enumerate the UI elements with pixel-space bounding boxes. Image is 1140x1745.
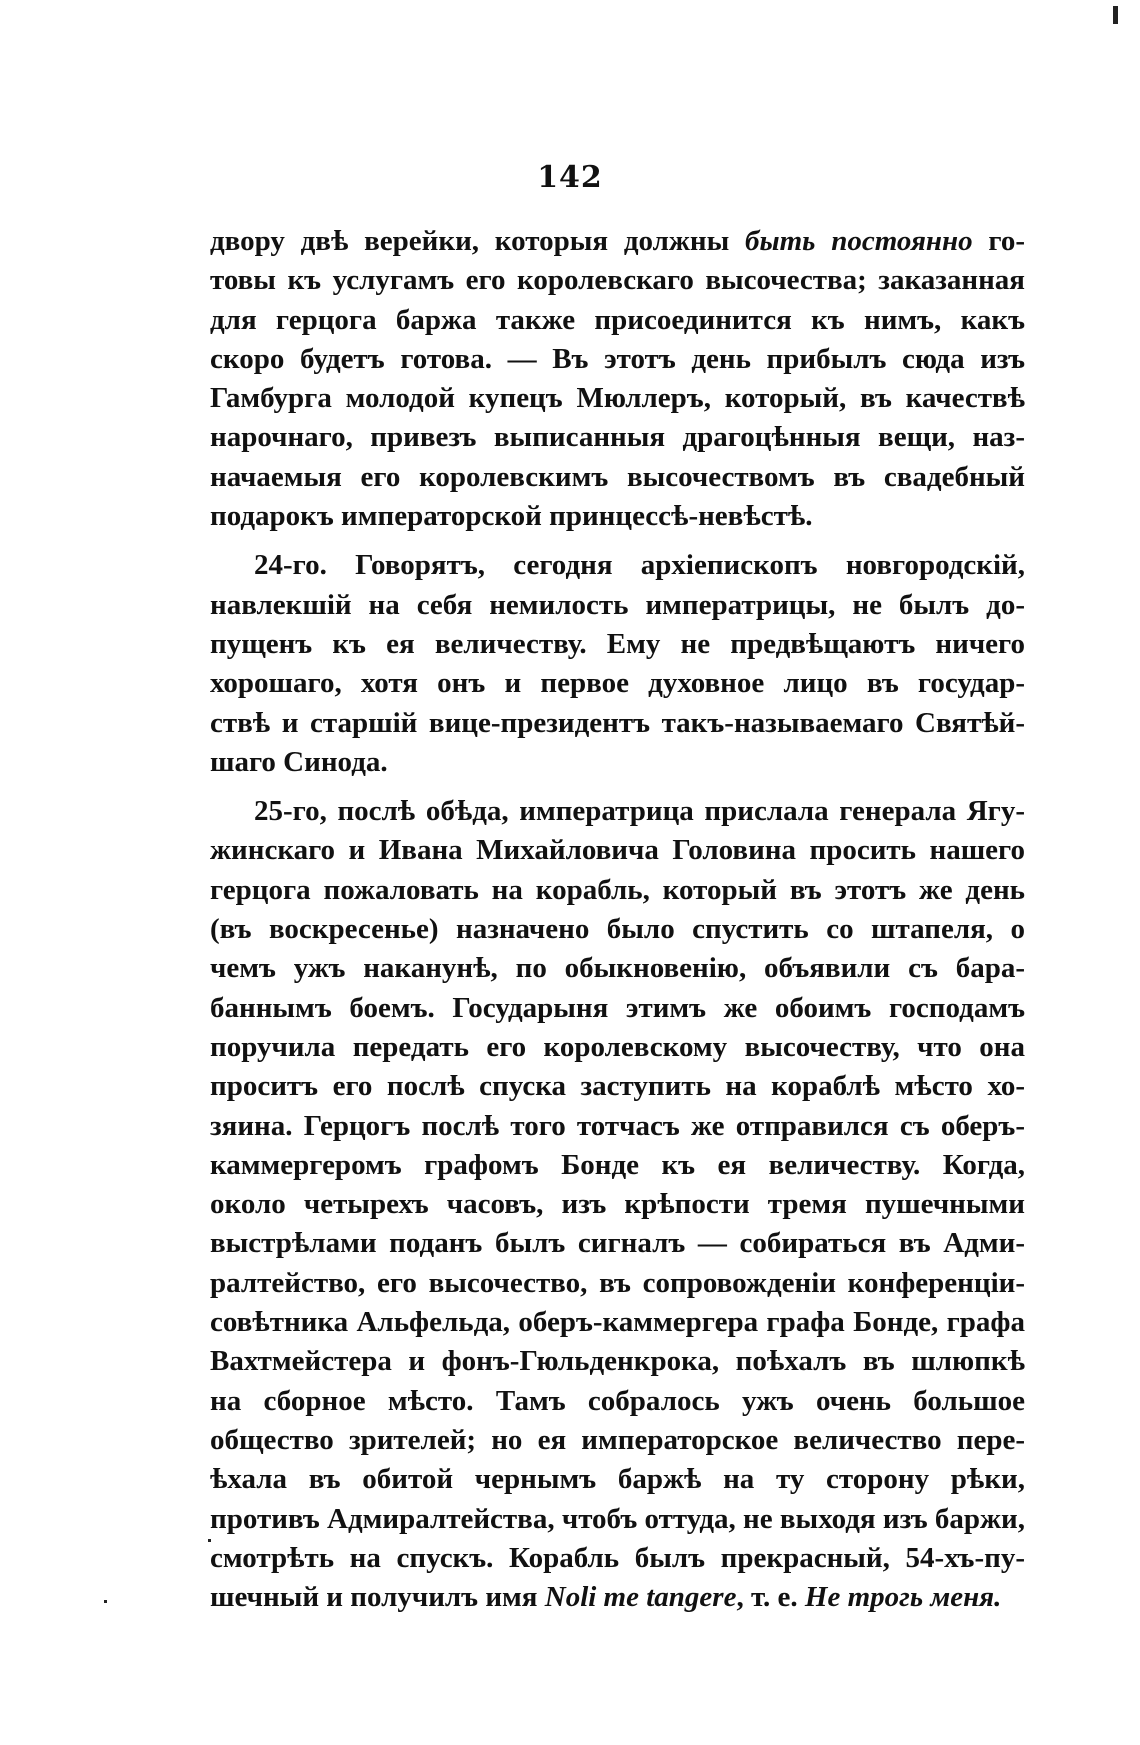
text-line <box>210 586 1025 625</box>
paragraph <box>210 792 1025 1617</box>
text-run: Гамбурга молодой купецъ Мюллеръ, который, въ качествѣ <box>210 382 1025 415</box>
body-text <box>210 222 1025 1617</box>
text-run: го- <box>972 225 1025 257</box>
text-run: ралтейство, его высочество, въ сопровожденіи конференціи- <box>210 1266 1025 1299</box>
text-line <box>210 497 1025 536</box>
text-run: поручила передать его королевскому высочеству, что она <box>210 1030 1025 1063</box>
text-line <box>210 1578 1025 1617</box>
text-run: подарокъ императорской принцессѣ-невѣстѣ. <box>210 500 813 533</box>
text-run: для герцога баржа также присоединится къ нимъ, какъ <box>210 303 1025 336</box>
text-line <box>210 1146 1025 1185</box>
scan-mark-dot <box>104 1600 107 1603</box>
text-run: ѣхала въ обитой чернымъ баржѣ на ту сторону рѣки, <box>210 1463 1025 1496</box>
italic-run: Noli me tangere <box>544 1581 737 1614</box>
text-run: 25-го, послѣ обѣда, императрица прислала генерала Ягу- <box>254 795 1025 828</box>
text-run: проситъ его послѣ спуска заступить на кораблѣ мѣсто хо- <box>210 1070 1025 1103</box>
text-line <box>210 458 1025 497</box>
text-run: хорошаго, хотя онъ и первое духовное лицо въ государ- <box>210 667 1025 700</box>
text-line <box>210 1460 1025 1499</box>
text-line <box>210 871 1025 910</box>
scan-mark-dot-2 <box>208 1539 211 1542</box>
text-line <box>210 1264 1025 1303</box>
text-run: шаго Синода. <box>210 745 388 778</box>
text-line <box>210 664 1025 703</box>
paragraph <box>210 546 1025 782</box>
text-line <box>210 1382 1025 1421</box>
text-run: на сборное мѣсто. Тамъ собралось ужъ очень большое <box>210 1384 1025 1417</box>
text-line <box>210 831 1025 870</box>
paragraph <box>210 222 1025 536</box>
paragraph-gap <box>210 782 1025 792</box>
text-line <box>210 1421 1025 1460</box>
text-line <box>210 1067 1025 1106</box>
text-line <box>210 301 1025 340</box>
text-run: пущенъ къ ея величеству. Ему не предвѣщаютъ ничего <box>210 627 1025 660</box>
text-run: навлекшій на себя немилость императрицы, не былъ до- <box>210 588 1025 621</box>
text-line <box>210 792 1025 831</box>
text-line <box>210 625 1025 664</box>
text-line <box>210 949 1025 988</box>
text-line <box>210 1500 1025 1539</box>
text-line <box>210 1303 1025 1342</box>
text-run: около четырехъ часовъ, изъ крѣпости тремя пушечными <box>210 1188 1025 1221</box>
text-line <box>210 340 1025 379</box>
scan-mark-top-right <box>1113 6 1118 24</box>
text-run: герцога пожаловать на корабль, который въ этотъ же день <box>210 873 1025 906</box>
text-run: смотрѣть на спускъ. Корабль былъ прекрасный, 54-хъ-пу- <box>210 1541 1025 1574</box>
text-run: чемъ ужъ наканунѣ, по обыкновенію, объявили съ бара- <box>210 952 1025 985</box>
text-line <box>210 1224 1025 1263</box>
text-line <box>210 1185 1025 1224</box>
text-line <box>210 1028 1025 1067</box>
text-run: ствѣ и старшій вице-президентъ такъ-называемаго Святѣй- <box>210 706 1025 739</box>
text-run: начаемыя его королевскимъ высочествомъ въ свадебный <box>210 460 1025 493</box>
text-line <box>210 261 1025 300</box>
paragraph-gap <box>210 536 1025 546</box>
text-line <box>210 222 1025 261</box>
text-run: шечный и получилъ имя <box>210 1581 545 1614</box>
text-line <box>210 1107 1025 1146</box>
text-run: 24-го. Говорятъ, сегодня архіепископъ новгородскій, <box>254 549 1025 582</box>
text-line <box>210 743 1025 782</box>
text-run: нарочнаго, привезъ выписанныя драгоцѣнныя вещи, наз- <box>210 421 1025 454</box>
text-line <box>210 546 1025 585</box>
text-line <box>210 418 1025 457</box>
text-run: (въ воскресенье) назначено было спустить со штапеля, о <box>210 913 1025 946</box>
text-run: скоро будетъ готова. — Въ этотъ день прибылъ сюда изъ <box>210 342 1025 375</box>
text-line <box>210 1342 1025 1381</box>
text-line <box>210 910 1025 949</box>
text-line <box>210 379 1025 418</box>
italic-run: быть постоянно <box>745 225 973 257</box>
text-run: товы къ услугамъ его королевскаго высочества; заказанная <box>210 264 1025 297</box>
text-run: выстрѣлами поданъ былъ сигналъ — собираться въ Адми- <box>210 1227 1025 1260</box>
text-line <box>210 989 1025 1028</box>
text-line <box>210 704 1025 743</box>
text-run: Вахтмейстера и фонъ-Гюльденкрока, поѣхалъ въ шлюпкѣ <box>210 1345 1025 1378</box>
italic-run: Не трогь меня. <box>804 1581 1002 1614</box>
page-number: 142 <box>537 160 603 195</box>
text-run: общество зрителей; но ея императорское величество пере- <box>210 1423 1025 1456</box>
text-run: каммергеромъ графомъ Бонде къ ея величеству. Когда, <box>210 1148 1025 1181</box>
text-line <box>210 1539 1025 1578</box>
text-run: баннымъ боемъ. Государыня этимъ же обоимъ господамъ <box>210 991 1025 1024</box>
text-run: совѣтника Альфельда, оберъ-каммергера графа Бонде, графа <box>210 1306 1025 1339</box>
text-run: жинскаго и Ивана Михайловича Головина просить нашего <box>210 834 1025 867</box>
text-run: противъ Адмиралтейства, чтобъ оттуда, не выходя изъ баржи, <box>210 1502 1025 1535</box>
text-run: зяина. Герцогъ послѣ того тотчасъ же отправился съ оберъ- <box>210 1109 1025 1142</box>
text-run: двору двѣ верейки, которыя должны <box>210 225 746 257</box>
text-run: , т. е. <box>736 1581 805 1614</box>
